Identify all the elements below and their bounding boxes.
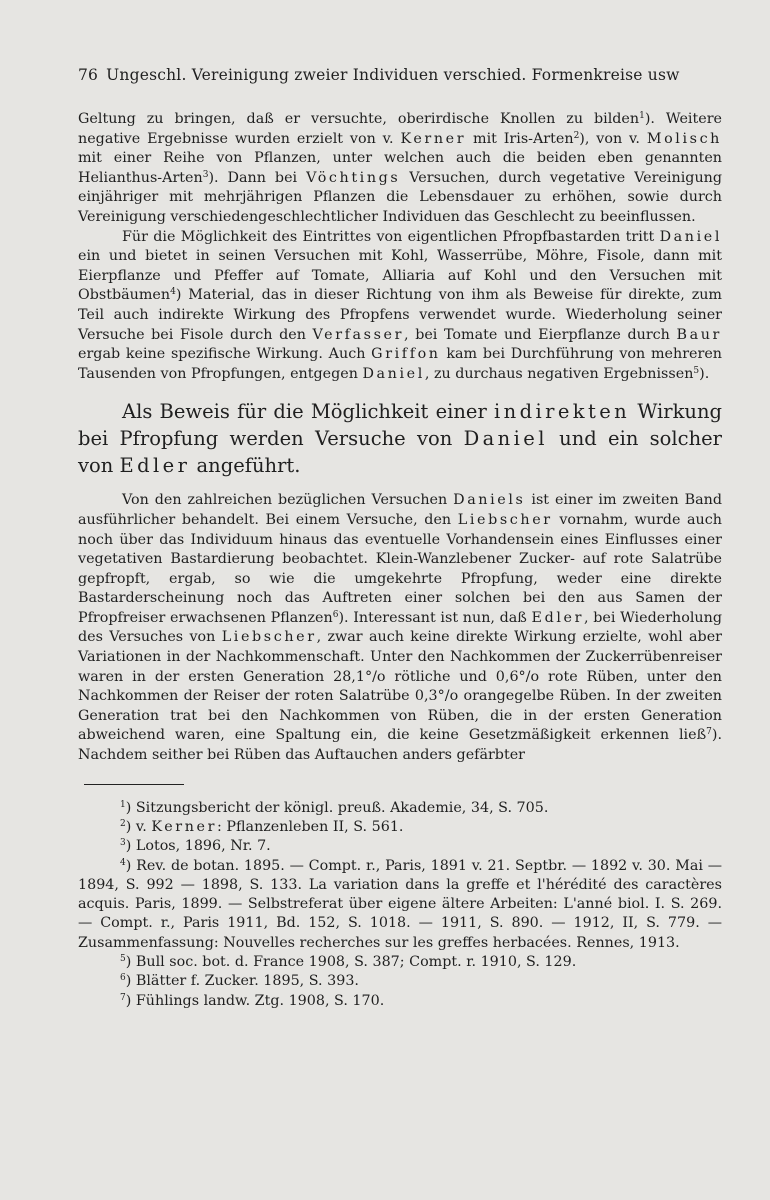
text-run: mit Iris-Arten	[466, 130, 574, 147]
text-run: vornahm, wurde auch noch über das Individuum hinaus das eventuelle Vorhandensein eines Einflusses einer vegetativen Bastardierung beobachtet. Klein-Wanzlebener Zucker- auf rote Salatrübe gepfropft, ergab, so wie die umgekehrte Pfropfung, weder eine direkte Bastarderscheinung noch das Auftreten einer solchen bei den aus Samen der Pfropfreiser erwachsenen Pflanzen	[78, 511, 722, 626]
footnote-text: ) Rev. de botan. 1895. — Compt. r., Paris, 1891 v. 21. Septbr. — 1892 v. 30. Mai — 1894, S. 992 — 1898, S. 133. La variation dans la greffe et l'hérédité des caractères acquis. Paris, 1899. — Selbstreferat über eigene ältere Arbeiten: L'anné biol. I. S. 269. — Compt. r., Paris 1911, Bd. 152, S. 1018. — 1911, S. 890. — 1912, II, S. 779. — Zusammenfassung: Nouvelles recherches sur les greffes herbacées. Rennes, 1913.	[78, 857, 722, 951]
author-name: Daniels	[453, 492, 526, 509]
footnote-6	[78, 972, 722, 991]
footnote-divider	[84, 784, 184, 785]
footnote-ref: 1	[639, 111, 645, 121]
author-name: Verfasser	[312, 326, 405, 343]
footnote-ref: 6	[332, 609, 339, 620]
text-run: und ein solcher von	[78, 427, 723, 478]
paragraph-1	[78, 110, 722, 228]
text-run: angeführt.	[190, 454, 301, 478]
footnote-text: ) v.	[125, 818, 152, 835]
text-run: , bei Wiederholung des Versuches von	[78, 609, 722, 646]
footnote-mark: 3	[120, 838, 126, 849]
text-run: Als Beweis für die Möglichkeit einer	[122, 400, 494, 424]
text-run: ), von v.	[579, 130, 647, 147]
footnote-2	[78, 818, 722, 837]
footnote-ref: 5	[693, 365, 700, 376]
text-run: Wirkung bei Pfropfung werden Versuche von	[78, 400, 722, 451]
footnote-7	[78, 992, 722, 1011]
text-run: ).	[699, 365, 710, 382]
text-run: ) Material, das in dieser Richtung von ihm als Beweise für direkte, zum Teil auch indirekte Wirkung des Pfropfens verwendet wurde. Wiederholung seiner Versuche bei Fisole durch den	[78, 287, 722, 343]
page-number: 76	[78, 66, 99, 84]
footnotes	[78, 799, 722, 1011]
footnote-text: ) Lotos, 1896, Nr. 7.	[125, 838, 271, 855]
footnote-5	[78, 953, 722, 972]
footnote-mark: 7	[120, 992, 126, 1003]
text-run: ). Nachdem seither bei Rüben das Auftauchen anders gefärbter	[78, 727, 722, 764]
text-run: ergab keine spezifische Wirkung. Auch	[78, 346, 372, 363]
paragraph-3	[78, 491, 722, 765]
text-run: Von den zahlreichen bezüglichen Versuchen	[122, 492, 454, 509]
paragraph-2	[78, 228, 722, 385]
text-run: mit einer Reihe von Pflanzen, unter welchen auch die beiden eben genannten Helianthus-Arten	[78, 150, 722, 186]
footnote-mark: 1	[120, 799, 126, 810]
footnote-4	[78, 857, 722, 953]
text-run: ist einer im zweiten Band ausführlicher behandelt. Bei einem Versuche, den	[78, 492, 723, 528]
footnote-text: ) Sitzungsbericht der königl. preuß. Akademie, 34, S. 705.	[125, 799, 549, 816]
text-run: , bei Tomate und Eierpflanze durch	[404, 326, 677, 343]
footnote-text: ) Fühlings landw. Ztg. 1908, S. 170.	[125, 992, 385, 1009]
text-run: , zu durchaus negativen Ergebnissen	[424, 365, 694, 382]
author-name: Daniel	[659, 228, 722, 245]
text-run: Geltung zu bringen, daß er versuchte, oberirdische Knollen zu bilden	[78, 111, 640, 127]
author-name: Edler	[119, 454, 191, 478]
author-name: Kerner	[151, 818, 218, 835]
footnote-3	[78, 837, 722, 856]
author-name: Vöchtings	[306, 169, 401, 186]
section-lead	[78, 398, 722, 479]
text-run: Für die Möglichkeit des Eintrittes von eigentlichen Pfropfbastarden tritt	[122, 228, 660, 245]
author-name: Liebscher	[457, 511, 553, 528]
author-name: Liebscher	[221, 629, 317, 646]
footnote-ref: 3	[202, 169, 209, 180]
author-name: Baur	[676, 326, 722, 343]
text-run: ). Interessant ist nun, daß	[338, 609, 532, 626]
author-name: Edler	[531, 609, 585, 626]
text-run: , zwar auch keine direkte Wirkung erzielte, wohl aber Variationen in der Nachkommenschaft. Unter den Nachkommen der Zuckerrübenreiser waren in der ersten Generation 28,1°/o rötliche und 0,6°/o rote Rüben, unter den Nachkommen der Reiser der roten Salatrübe 0,3°/o orangegelbe Rüben. In der zweiten Generation trat bei den Nachkommen von Rüben, die in der ersten Generation abweichend waren, eine Spaltung ein, die keine Gesetzmäßigkeit erkennen ließ	[78, 629, 723, 744]
footnote-mark: 5	[120, 954, 126, 964]
author-name: Griffon	[371, 346, 441, 363]
emphasis: indirekten	[493, 400, 631, 424]
running-title: Ungeschl. Vereinigung zweier Individuen verschied. Formenkreise usw	[106, 66, 680, 84]
text-run: ). Dann bei	[208, 169, 307, 186]
footnote-ref: 4	[170, 287, 176, 298]
text-run: Versuchen, durch vegetative Vereinigung einjähriger mit mehrjährigen Pflanzen die Lebensdauer zu erhöhen, sowie durch Vereinigung verschiedengeschlechtlicher Individuen das Geschlecht zu beeinflussen.	[78, 169, 723, 225]
footnote-ref: 7	[706, 727, 712, 738]
text-run: kam bei Durchführung von mehreren Tausenden von Pfropfungen, entgegen	[78, 346, 722, 382]
footnote-text: ) Blätter f. Zucker. 1895, S. 393.	[125, 973, 359, 990]
author-name: Daniel	[362, 365, 425, 382]
author-name: Molisch	[646, 130, 722, 147]
footnote-1	[78, 799, 722, 818]
footnote-ref: 2	[573, 130, 580, 141]
author-name: Daniel	[463, 427, 548, 451]
running-head	[78, 66, 722, 84]
footnote-text: : Pflanzenleben II, S. 561.	[217, 818, 404, 835]
text-run: ein und bietet in seinen Versuchen mit Kohl, Wasserrübe, Möhre, Fisole, dann mit Eierpflanze und Pfeffer auf Tomate, Alliaria auf Kohl und den Versuchen mit Obstbäumen	[78, 248, 722, 304]
footnote-mark: 6	[120, 973, 126, 984]
footnote-text: ) Bull soc. bot. d. France 1908, S. 387; Compt. r. 1910, S. 129.	[125, 954, 577, 970]
footnote-mark: 2	[120, 818, 126, 829]
author-name: Kerner	[400, 130, 467, 147]
text-run: ). Weitere negative Ergebnisse wurden erzielt von v.	[78, 111, 722, 147]
footnote-mark: 4	[120, 857, 126, 868]
